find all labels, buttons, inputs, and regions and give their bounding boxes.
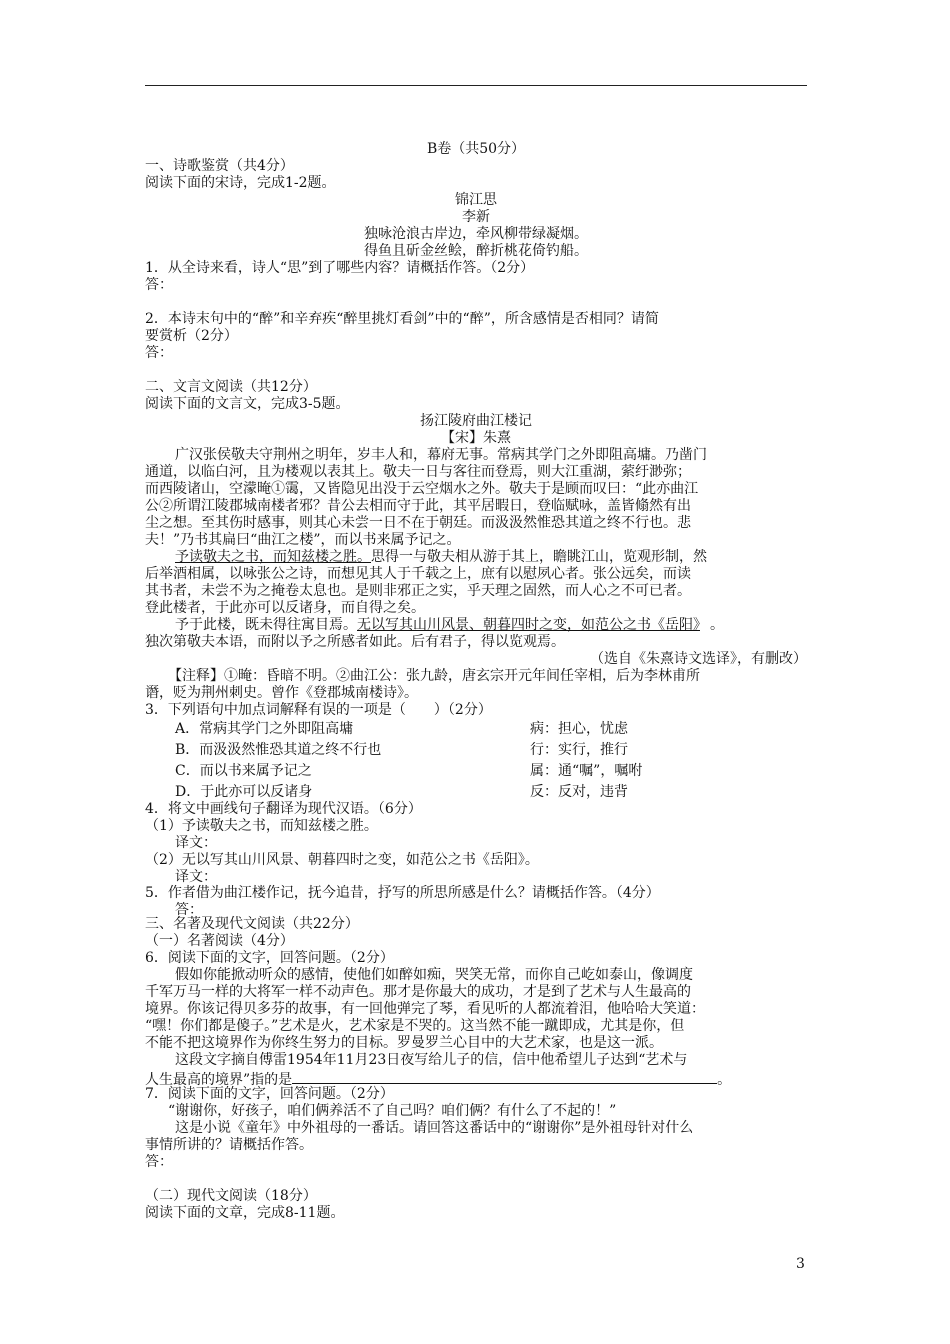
sec1-instruction: 阅读下面的宋诗，完成1-2题。 [145, 175, 336, 191]
question-7-answer: 答： [145, 1154, 173, 1170]
option-a-sentence: A．常病其学门之外即阻高墉 [175, 721, 354, 737]
notes-line-1: 【注释】①晻：昏暗不明。②曲江公：张九龄，唐玄宗开元年间任宰相，后为李林甫所 [168, 668, 700, 684]
question-4-2-answer: 译文： [175, 869, 217, 885]
question-6: 6．阅读下面的文字，回答问题。（2分） [145, 950, 394, 966]
answer-blank[interactable] [292, 1069, 717, 1084]
sec3-sub2-heading: （二）现代文阅读（18分） [145, 1188, 317, 1204]
passage-line [175, 549, 707, 566]
question-2-line-1: 2．本诗末句中的“醉”和辛弃疾“醉里挑灯看剑”中的“醉”，所含感情是否相同？请简 [145, 311, 659, 327]
passage-line: 境界。你该记得贝多芬的故事，有一回他弹完了琴，看见听的人都流着泪，他哈哈大笑道： [145, 1001, 705, 1017]
page-number: 3 [796, 1256, 805, 1272]
passage-line: 独次第敬夫本语，而附以予之所感者如此。后有君子，得以览观焉。 [145, 634, 565, 650]
poem-line-1: 独咏沧浪古岸边，牵风柳带绿凝烟。 [364, 226, 588, 242]
question-1-answer: 答： [145, 277, 173, 293]
notes-line-2: 谮，贬为荆州刺史。曾作《登郡城南楼诗》。 [145, 685, 418, 701]
passage-line: 公②所谓江陵郡城南楼者邪？昔公去相而守于此，其平居暇日，登临赋咏，盖皆翛然有出 [145, 498, 691, 514]
option-d-sentence: D．于此亦可以反诸身 [175, 784, 313, 800]
classical-text-author: 【宋】朱熹 [441, 430, 511, 446]
sec3-sub1-heading: （一）名著阅读（4分） [145, 933, 294, 949]
question-6-period: 。 [717, 1072, 732, 1088]
passage-line: 假如你能掀动听众的感情，使他们如醉如痴，哭笑无常，而你自己屹如泰山，像调度 [175, 967, 693, 983]
question-6-prompt: 人生最高的境界”指的是 [145, 1072, 293, 1088]
question-1: 1．从全诗来看，诗人“思”到了哪些内容？请概括作答。（2分） [145, 260, 535, 276]
passage-line: 其书者，未尝不为之掩卷太息也。是则非邪正之实，乎天理之固然，而人心之不可已者。 [145, 583, 691, 599]
sec3-heading: 三、名著及现代文阅读（共22分） [145, 916, 359, 932]
passage-source: （选自《朱熹诗文选译》，有删改） [590, 651, 807, 667]
question-4: 4．将文中画线句子翻译为现代汉语。（6分） [145, 801, 422, 817]
passage-line: 尘之想。至其伤时感事，则其心未尝一日不在于朝廷。而汲汲然惟恐其道之终不行也。悲 [145, 515, 691, 531]
question-6-text-line-1: 这段文字摘自傅雷1954年11月23日夜写给儿子的信，信中他希望儿子达到“艺术与 [175, 1052, 688, 1068]
passage-line: 后举酒相属，以咏张公之诗，而想见其人于千载之上，庶有以慰夙心者。张公远矣，而读 [145, 566, 691, 582]
poem-title: 锦江思 [455, 192, 497, 208]
poem-author: 李新 [462, 209, 490, 225]
sec1-heading: 一、诗歌鉴赏（共4分） [145, 158, 294, 174]
passage-text: 予于此楼，既未得往寓目焉。 [175, 617, 357, 633]
classical-text-title: 扬江陵府曲江楼记 [420, 413, 532, 429]
question-4-2: （2）无以写其山川风景、朝暮四时之变，如范公之书《岳阳》。 [145, 852, 539, 868]
passage-line: 而西陵诸山，空濛晻①霭，又皆隐见出没于云空烟水之外。敬夫于是顾而叹曰：“此亦曲江 [145, 481, 699, 497]
underlined-sentence-1: 予读敬夫之书，而知兹楼之胜。 [175, 549, 371, 565]
passage-line [175, 617, 724, 634]
passage-line: 通道，以临白河，且为楼观以表其上。敬夫一日与客往而登焉，则大江重湖，萦纡渺弥； [145, 464, 691, 480]
passage-text: 。 [710, 617, 724, 633]
passage-line: 夫！”乃书其扁曰“曲江之楼”，而以书来属予记之。 [145, 532, 461, 548]
question-2-answer: 答： [145, 345, 173, 361]
passage-text: 思得一与敬夫相从游于其上，瞻眺江山，览观形制，然 [371, 549, 707, 565]
option-c-gloss: 属：通“嘱”，嘱咐 [530, 763, 643, 779]
question-7-text-line-1: 这是小说《童年》中外祖母的一番话。请回答这番话中的“谢谢你”是外祖母针对什么 [175, 1120, 694, 1136]
passage-line: 广汉张侯敬夫守荆州之明年，岁丰人和，幕府无事。常病其学门之外即阻高墉。乃凿门 [175, 447, 707, 463]
passage-line: 千军万马一样的大将军一样不动声色。那才是你最大的成功，才是到了艺术与人生最高的 [145, 984, 691, 1000]
passage-line: 不能不把这境界作为你终生努力的目标。罗曼罗兰心目中的大艺术家，也是这一派。 [145, 1035, 663, 1051]
question-3: 3．下列语句中加点词解释有误的一项是（ ）（2分） [145, 702, 492, 718]
question-5-answer: 答： [175, 902, 203, 918]
sec2-heading: 二、文言文阅读（共12分） [145, 379, 317, 395]
sec3-sub2-instruction: 阅读下面的文章，完成8-11题。 [145, 1205, 345, 1221]
underlined-sentence-2: 无以写其山川风景、朝暮四时之变，如范公之书《岳阳》 [357, 617, 700, 633]
question-7: 7．阅读下面的文字，回答问题。（2分） [145, 1086, 394, 1102]
option-a-gloss: 病：担心，忧虑 [530, 721, 628, 737]
section-b-title: B卷（共50分） [426, 141, 526, 157]
question-7-text-line-2: 事情所讲的？请概括作答。 [145, 1137, 313, 1153]
header-rule [145, 85, 807, 86]
passage-line: “嘿！你们都是傻子。”艺术是火，艺术家是不哭的。这当然不能一蹴即成，尤其是你，但 [145, 1018, 685, 1034]
question-4-1-answer: 译文： [175, 835, 217, 851]
question-4-1: （1）予读敬夫之书，而知兹楼之胜。 [145, 818, 378, 834]
question-7-quote: “谢谢你，好孩子，咱们俩养活不了自己吗？咱们俩？有什么了不起的！” [168, 1103, 617, 1119]
option-b-sentence: B．而汲汲然惟恐其道之终不行也 [175, 742, 382, 758]
option-c-sentence: C．而以书来属予记之 [175, 763, 312, 779]
sec2-instruction: 阅读下面的文言文，完成3-5题。 [145, 396, 350, 412]
poem-line-2: 得鱼且斫金丝鲙，醉折桃花倚钓船。 [364, 243, 588, 259]
option-b-gloss: 行：实行，推行 [530, 742, 628, 758]
question-5: 5．作者借为曲江楼作记，抚今追昔，抒写的所思所感是什么？请概括作答。（4分） [145, 885, 660, 901]
option-d-gloss: 反：反对，违背 [530, 784, 628, 800]
passage-line: 登此楼者，于此亦可以反诸身，而自得之矣。 [145, 600, 425, 616]
question-2-line-2: 要赏析（2分） [145, 328, 238, 344]
